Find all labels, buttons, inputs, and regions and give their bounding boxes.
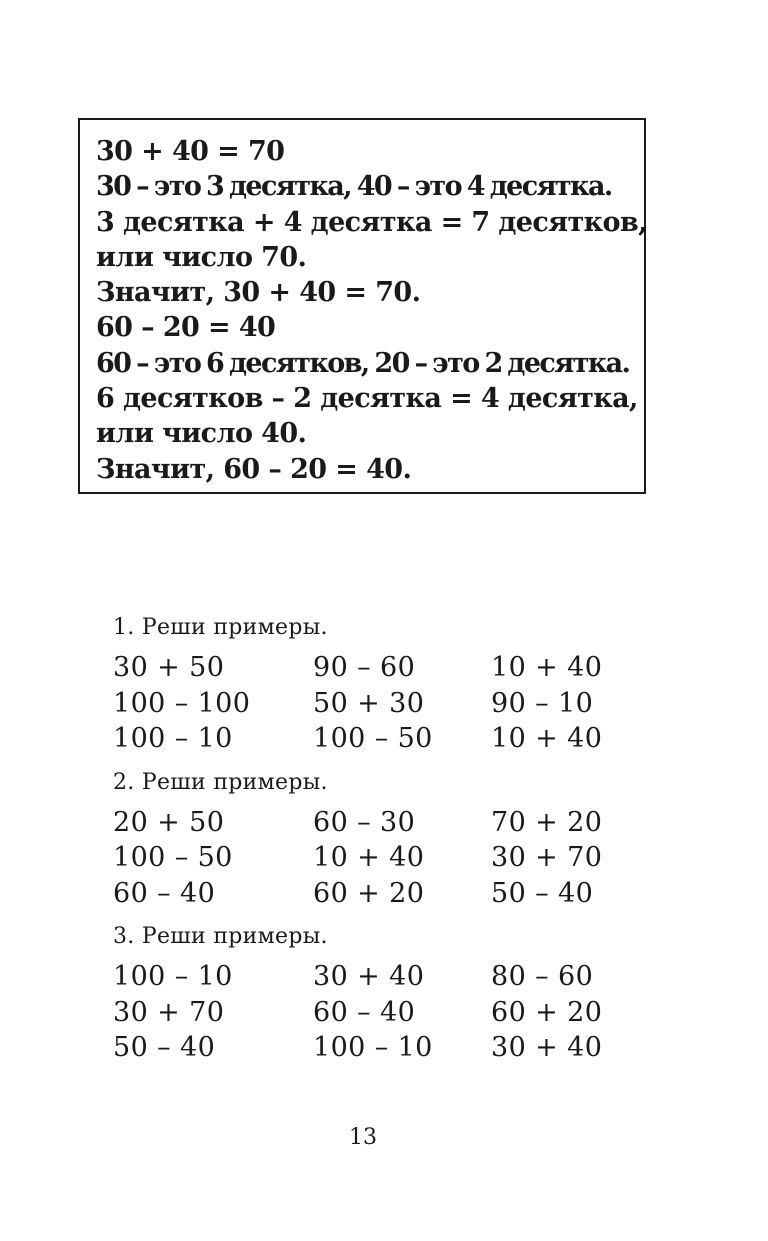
problems-grid: [113, 805, 673, 912]
exercise-1: [113, 612, 673, 757]
problem: 10 + 40: [491, 723, 603, 754]
problem: 10 + 40: [491, 652, 603, 683]
problem: 100 – 100: [113, 687, 251, 719]
exercise-title: 2. Реши примеры.: [113, 769, 328, 795]
rule-line: 3 десятка + 4 десятка = 7 десятков,: [96, 206, 647, 238]
problem: 30 + 40: [313, 961, 425, 992]
problem: 100 – 10: [313, 1032, 433, 1063]
exercise-title: 1. Реши примеры.: [113, 615, 328, 640]
rule-line: 60 – 20 = 40: [96, 312, 276, 344]
problem: 60 + 20: [491, 996, 603, 1028]
page-number: 13: [349, 1125, 377, 1150]
problem: 30 + 70: [491, 842, 603, 873]
problem: 90 – 60: [313, 652, 416, 683]
rule-box: [78, 118, 646, 494]
rule-line: или число 70.: [96, 241, 307, 273]
problem: 30 + 40: [491, 1032, 603, 1063]
problem: 10 + 40: [313, 842, 425, 873]
exercise-2: [113, 767, 673, 912]
problem: 30 + 50: [113, 652, 225, 683]
problem: 70 + 20: [491, 806, 603, 838]
problem: 60 – 40: [113, 877, 216, 909]
problem: 60 + 20: [313, 877, 425, 909]
problem: 30 + 70: [113, 996, 225, 1028]
exercise-3: [113, 921, 673, 1066]
exercises-section: [113, 612, 673, 1076]
rule-line: 30 + 40 = 70: [96, 136, 285, 167]
problem: 50 + 30: [313, 687, 425, 719]
problem: 20 + 50: [113, 806, 225, 838]
problem: 90 – 10: [491, 687, 594, 719]
problem: 50 – 40: [113, 1032, 216, 1063]
problem: 60 – 40: [313, 996, 416, 1028]
rule-line: или число 40.: [96, 418, 307, 450]
problem: 100 – 50: [113, 842, 233, 873]
rule-line: 60 – это 6 десятков, 20 – это 2 десятка.: [96, 347, 630, 379]
rule-line: 6 десятков – 2 десятка = 4 десятка,: [96, 383, 638, 415]
exercise-title: 3. Реши примеры.: [113, 924, 328, 949]
problem: 100 – 10: [113, 723, 233, 754]
problem: 100 – 50: [313, 723, 433, 754]
problems-grid: [113, 650, 673, 757]
problem: 80 – 60: [491, 961, 594, 992]
problem: 100 – 10: [113, 961, 233, 992]
problems-grid: [113, 959, 673, 1066]
problem: 60 – 30: [313, 806, 416, 838]
rule-line: Значит, 30 + 40 = 70.: [96, 277, 421, 309]
rule-line: 30 – это 3 десятка, 40 – это 4 десятка.: [96, 171, 612, 203]
rule-line: Значит, 60 – 20 = 40.: [96, 453, 412, 485]
problem: 50 – 40: [491, 877, 594, 909]
